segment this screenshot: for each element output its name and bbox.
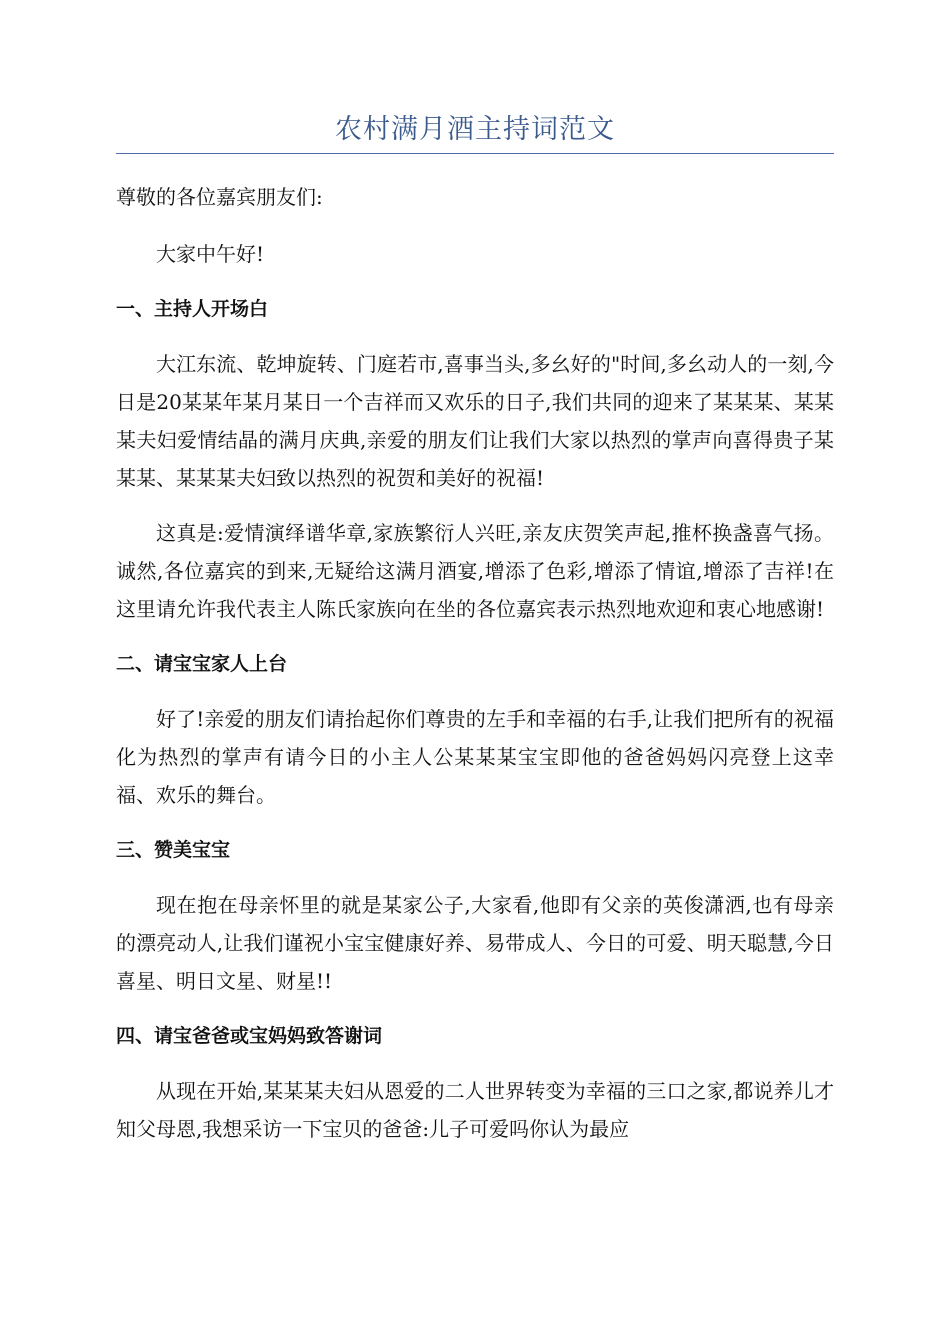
- section-heading-1: 一、主持人开场白: [116, 298, 269, 320]
- title-underline: [116, 153, 834, 154]
- section-heading-2: 二、请宝宝家人上台: [116, 653, 288, 675]
- section-2-paragraph-1: 好了!亲爱的朋友们请抬起你们尊贵的左手和幸福的右手,让我们把所有的祝福化为热烈的掌声有请今日的小主人公某某某宝宝即他的爸爸妈妈闪亮登上这幸福、欢乐的舞台。: [116, 707, 834, 807]
- section-heading-4: 四、请宝爸爸或宝妈妈致答谢词: [116, 1025, 383, 1047]
- section-3-paragraph-1: 现在抱在母亲怀里的就是某家公子,大家看,他即有父亲的英俊潇洒,也有母亲的漂亮动人,让我们谨祝小宝宝健康好养、易带成人、今日的可爱、明天聪慧,今日喜星、明日文星、财星!!: [116, 893, 834, 993]
- section-1-paragraph-1: 大江东流、乾坤旋转、门庭若市,喜事当头,多幺好的"时间,多幺动人的一刻,今日是20某某年某月某日一个吉祥而又欢乐的日子,我们共同的迎来了某某某、某某某夫妇爱情结晶的满月庆典,亲爱的朋友们让我们大家以热烈的掌声向喜得贵子某某某、某某某夫妇致以热烈的祝贺和美好的祝福!: [116, 352, 834, 490]
- section-heading-3: 三、赞美宝宝: [116, 839, 231, 861]
- salutation: 尊敬的各位嘉宾朋友们:: [116, 185, 323, 209]
- document-body: [116, 178, 834, 1165]
- greeting: 大家中午好!: [156, 242, 265, 266]
- document-title: 农村满月酒主持词范文: [335, 114, 615, 145]
- section-1-paragraph-2: 这真是:爱情演绎谱华章,家族繁衍人兴旺,亲友庆贺笑声起,推杯换盏喜气扬。诚然,各位嘉宾的到来,无疑给这满月酒宴,增添了色彩,增添了情谊,增添了吉祥!在这里请允许我代表主人陈氏家族向在坐的各位嘉宾表示热烈地欢迎和衷心地感谢!: [116, 521, 834, 621]
- section-4-paragraph-1: 从现在开始,某某某夫妇从恩爱的二人世界转变为幸福的三口之家,都说养儿才知父母恩,我想采访一下宝贝的爸爸:儿子可爱吗你认为最应: [116, 1079, 834, 1141]
